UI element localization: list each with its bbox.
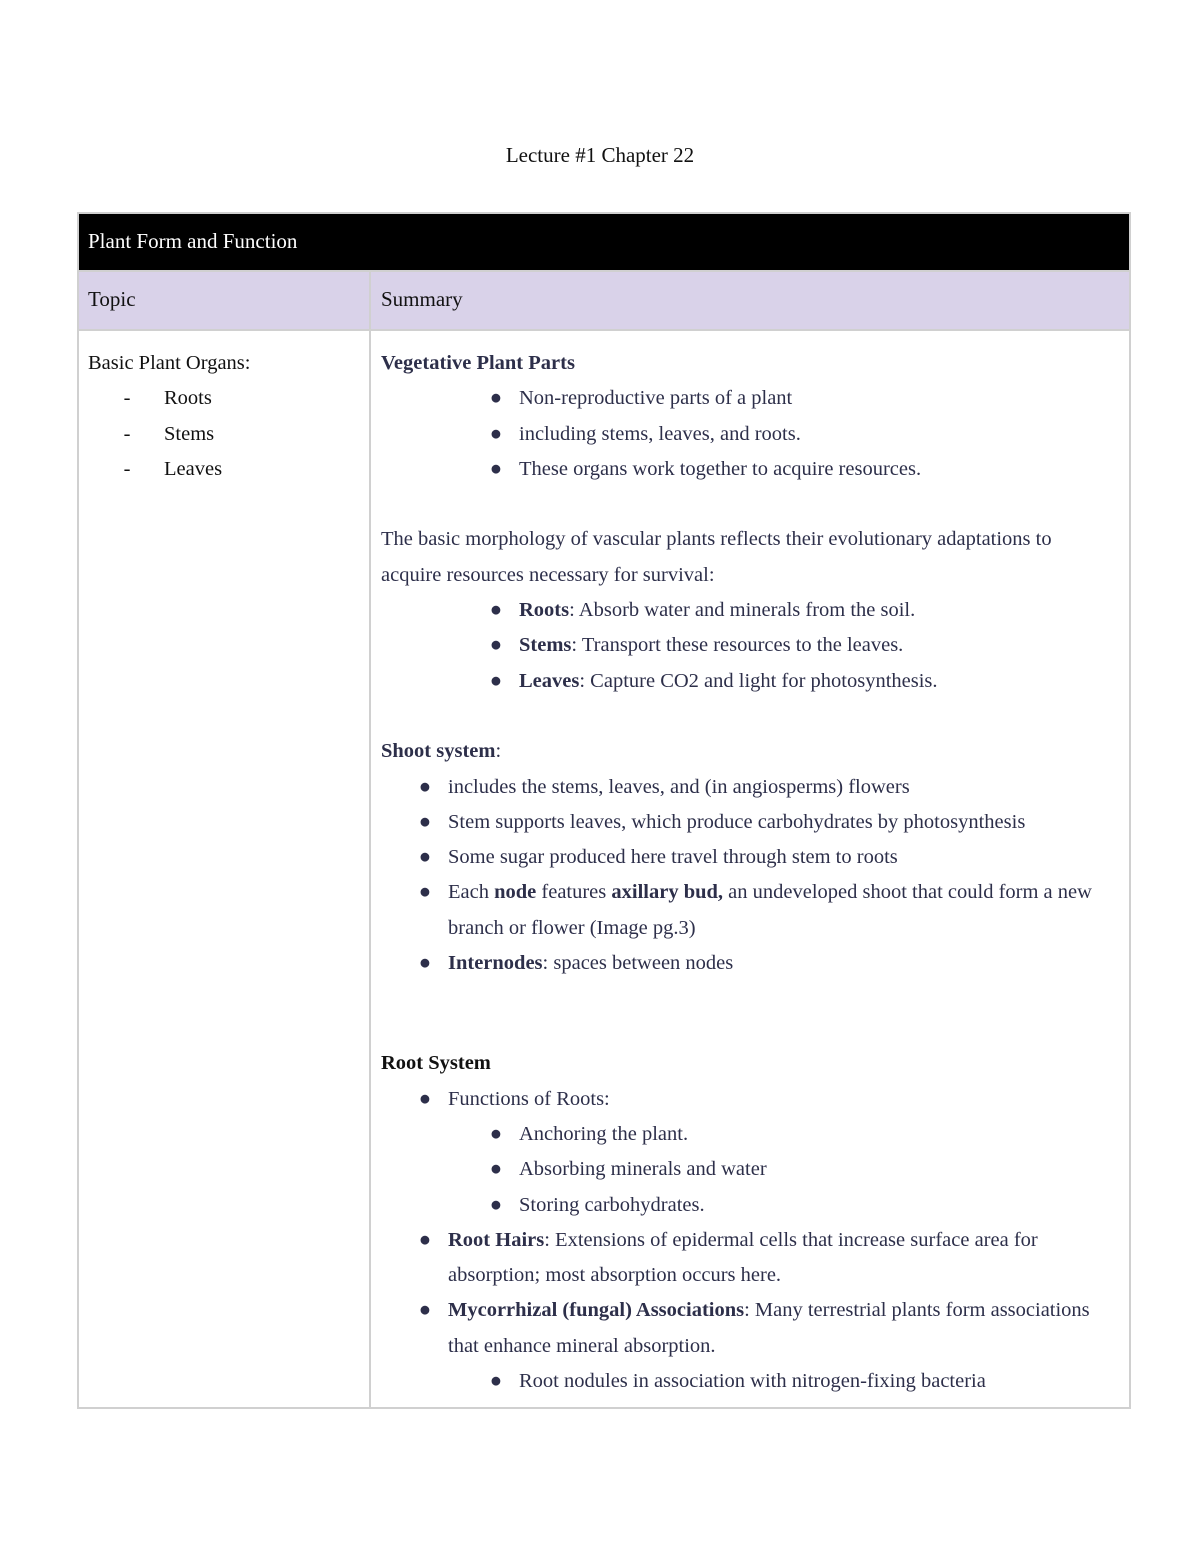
column-header-row bbox=[79, 270, 1129, 329]
list-item: ● Mycorrhizal (fungal) Associations: Many terrestrial plants form associations that enhance mineral absorption. bbox=[416, 1293, 1119, 1364]
notes-table bbox=[77, 212, 1131, 1409]
table-header: Plant Form and Function bbox=[79, 214, 1129, 270]
list-item: ● These organs work together to acquire resources. bbox=[487, 452, 1119, 487]
list-item: ● Internodes: spaces between nodes bbox=[416, 946, 1119, 981]
bullet-icon: ● bbox=[418, 952, 432, 975]
bullet-icon: ● bbox=[489, 1158, 503, 1181]
bullet-icon: ● bbox=[489, 599, 503, 622]
bullet-icon: ● bbox=[418, 881, 432, 904]
list-item: ● Stems: Transport these resources to the leaves. bbox=[487, 628, 1119, 663]
dash-marker: - bbox=[123, 422, 131, 445]
vegetative-heading: Vegetative Plant Parts bbox=[381, 352, 575, 374]
topic-item: - Roots bbox=[88, 381, 369, 416]
list-item: ● includes the stems, leaves, and (in angiosperms) flowers bbox=[416, 770, 1119, 805]
page-title: Lecture #1 Chapter 22 bbox=[505, 143, 695, 167]
topic-item: - Leaves bbox=[88, 452, 369, 487]
list-item: ● Each node features axillary bud, an undeveloped shoot that could form a new branch or flower (Image pg.3) bbox=[416, 875, 1119, 946]
list-item: ● Storing carbohydrates. bbox=[487, 1188, 1119, 1223]
bullet-icon: ● bbox=[489, 1122, 503, 1145]
bullet-icon: ● bbox=[418, 1299, 432, 1322]
summary-column-header: Summary bbox=[381, 287, 463, 311]
list-item: ● Stem supports leaves, which produce carbohydrates by photosynthesis bbox=[416, 805, 1119, 840]
morphology-paragraph-line: acquire resources necessary for survival: bbox=[381, 563, 715, 586]
topic-item: - Stems bbox=[88, 417, 369, 452]
dash-marker: - bbox=[123, 457, 131, 480]
list-item: ● Roots: Absorb water and minerals from the soil. bbox=[487, 593, 1119, 628]
list-item: ● Functions of Roots: bbox=[416, 1082, 1119, 1117]
table-row bbox=[79, 329, 1129, 1407]
root-system-heading: Root System bbox=[381, 1052, 491, 1075]
topic-cell bbox=[79, 331, 371, 1407]
list-item: ● Root nodules in association with nitrogen-fixing bacteria bbox=[487, 1364, 1119, 1399]
topic-heading: Basic Plant Organs: bbox=[88, 352, 251, 374]
bullet-icon: ● bbox=[489, 1370, 503, 1393]
list-item: ● Some sugar produced here travel through stem to roots bbox=[416, 840, 1119, 875]
list-item: ● Absorbing minerals and water bbox=[487, 1152, 1119, 1187]
bullet-icon: ● bbox=[489, 1193, 503, 1216]
bullet-icon: ● bbox=[489, 422, 503, 445]
bullet-icon: ● bbox=[489, 634, 503, 657]
list-item: ● Root Hairs: Extensions of epidermal cells that increase surface area for absorption; most absorption occurs here. bbox=[416, 1223, 1119, 1294]
summary-cell bbox=[371, 331, 1129, 1407]
bullet-icon: ● bbox=[418, 1228, 432, 1251]
bullet-icon: ● bbox=[418, 810, 432, 833]
bullet-icon: ● bbox=[489, 387, 503, 410]
list-item: ● Anchoring the plant. bbox=[487, 1117, 1119, 1152]
bullet-icon: ● bbox=[489, 457, 503, 480]
shoot-system-heading: Shoot system: bbox=[381, 740, 502, 763]
morphology-paragraph-line: The basic morphology of vascular plants reflects their evolutionary adaptations to bbox=[381, 528, 1052, 551]
bullet-icon: ● bbox=[418, 1087, 432, 1110]
list-item: ● Leaves: Capture CO2 and light for photosynthesis. bbox=[487, 664, 1119, 699]
list-item: ● Non-reproductive parts of a plant bbox=[487, 381, 1119, 416]
list-item: ● including stems, leaves, and roots. bbox=[487, 417, 1119, 452]
dash-marker: - bbox=[123, 387, 131, 410]
bullet-icon: ● bbox=[418, 775, 432, 798]
bullet-icon: ● bbox=[418, 846, 432, 869]
bullet-icon: ● bbox=[489, 669, 503, 692]
topic-column-header: Topic bbox=[79, 272, 371, 329]
